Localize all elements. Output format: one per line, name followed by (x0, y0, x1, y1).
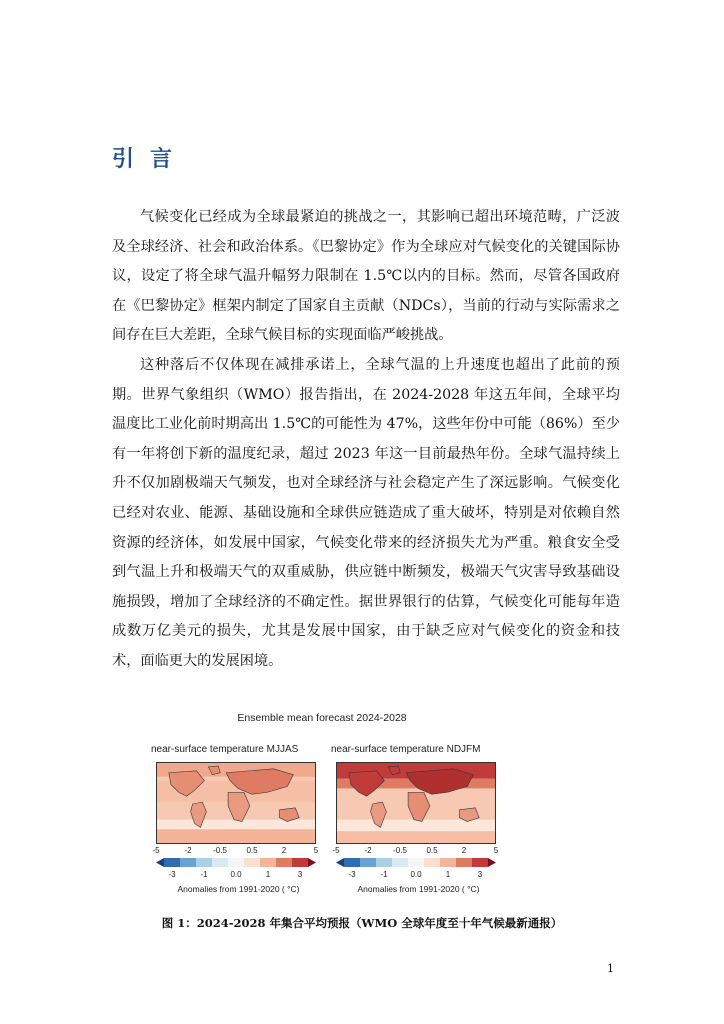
colorbar-segment (392, 858, 408, 867)
tick-label: -2 (184, 846, 192, 855)
colorbar-extend-high (488, 858, 496, 867)
colorbar-segment (376, 858, 392, 867)
world-map-ndjfm (336, 762, 496, 844)
tick-label: -0.5 (213, 846, 227, 855)
section-heading: 引言 (112, 147, 189, 172)
figure-caption: 图 1：2024-2028 年集合平均预报（WMO 全球年度至十年气候最新通报） (161, 916, 563, 930)
colorbar (336, 858, 496, 867)
colorbar-top-ticks (332, 846, 499, 856)
colorbar-segment (196, 858, 212, 867)
tick-label: 1 (265, 870, 271, 879)
colorbar-segment (344, 858, 360, 867)
tick-label: -5 (332, 846, 340, 855)
tick-label: 0.0 (230, 870, 242, 879)
tick-label: 2 (461, 846, 467, 855)
tick-label: -3 (348, 870, 356, 879)
tick-label: 3 (297, 870, 303, 879)
tick-label: 5 (493, 846, 499, 855)
tick-label: 2 (281, 846, 287, 855)
colorbar-segment (180, 858, 196, 867)
colorbar-segment (292, 858, 308, 867)
panel-title-mjjas: near-surface temperature MJJAS (151, 744, 299, 755)
colorbar-segment (228, 858, 244, 867)
colorbar-segment (360, 858, 376, 867)
colorbar-segment (164, 858, 180, 867)
colorbar-segment (260, 858, 276, 867)
colorbar-bottom-ticks (336, 870, 496, 880)
tick-label: -1 (380, 870, 388, 879)
figure-title: Ensemble mean forecast 2024-2028 (237, 712, 407, 724)
body-text (112, 203, 620, 677)
colorbar-segment (440, 858, 456, 867)
colorbar-segment (408, 858, 424, 867)
panel-title-ndjfm: near-surface temperature NDJFM (331, 744, 481, 755)
tick-label: 5 (313, 846, 319, 855)
colorbar-segment (424, 858, 440, 867)
panel-ndjfm (331, 744, 506, 904)
colorbar-segment (276, 858, 292, 867)
tick-label: 0.0 (410, 870, 422, 879)
paragraph-2: 这种落后不仅体现在减排承诺上，全球气温的上升速度也超出了此前的预期。世界气象组织（WMO）报告指出，在 2024-2028 年这五年间，全球平均温度比工业化前时期高出 1.5℃的可能性为 47%，这些年份中可能（86%）至少有一年将创下新的温度纪录，超过 2023 年这一目前最热年份。全球气温持续上升不仅加剧极端天气频发，也对全球经济与社会稳定产生了深远影响。气候变化已经对农业、能源、基础设施和全球供应链造成了重大破坏，特别是对依赖自然资源的经济体，如发展中国家，气候变化带来的经济损失尤为严重。粮食安全受到气温上升和极端天气的双重威胁，供应链中断频发，极端天气灾害导致基础设施损毁，增加了全球经济的不确定性。据世界银行的估算，气候变化可能每年造成数万亿美元的损失，尤其是发展中国家，由于缺乏应对气候变化的资金和技术，面临更大的发展困境。 (112, 356, 620, 669)
colorbar-top-ticks (152, 846, 319, 856)
tick-label: -1 (200, 870, 208, 879)
colorbar-extend-low (336, 858, 344, 867)
colorbar-extend-high (308, 858, 316, 867)
page-number: 1 (607, 962, 614, 975)
tick-label: 1 (445, 870, 451, 879)
colorbar (156, 858, 316, 867)
colorbar-label: Anomalies from 1991-2020 ( °C) (357, 884, 480, 894)
colorbar-label: Anomalies from 1991-2020 ( °C) (177, 884, 300, 894)
tick-label: 0.5 (426, 846, 438, 855)
tick-label: 3 (477, 870, 483, 879)
tick-label: -0.5 (393, 846, 407, 855)
tick-label: -2 (364, 846, 372, 855)
paragraph-1: 气候变化已经成为全球最紧迫的挑战之一，其影响已超出环境范畴，广泛波及全球经济、社会和政治体系。《巴黎协定》作为全球应对气候变化的关键国际协议，设定了将全球气温升幅努力限制在 1.5℃以内的目标。然而，尽管各国政府在《巴黎协定》框架内制定了国家自主贡献（NDCs），当前的行动与实际需求之间存在巨大差距，全球气候目标的实现面临严峻挑战。 (112, 209, 620, 344)
colorbar-segment (456, 858, 472, 867)
colorbar-segment (212, 858, 228, 867)
colorbar-segment (244, 858, 260, 867)
colorbar-bottom-ticks (156, 870, 316, 880)
tick-label: 0.5 (246, 846, 258, 855)
colorbar-segment (472, 858, 488, 867)
world-map-mjjas (156, 762, 316, 844)
forecast-figure (148, 712, 508, 902)
tick-label: -5 (152, 846, 160, 855)
colorbar-extend-low (156, 858, 164, 867)
panel-mjjas (151, 744, 326, 904)
tick-label: -3 (168, 870, 176, 879)
